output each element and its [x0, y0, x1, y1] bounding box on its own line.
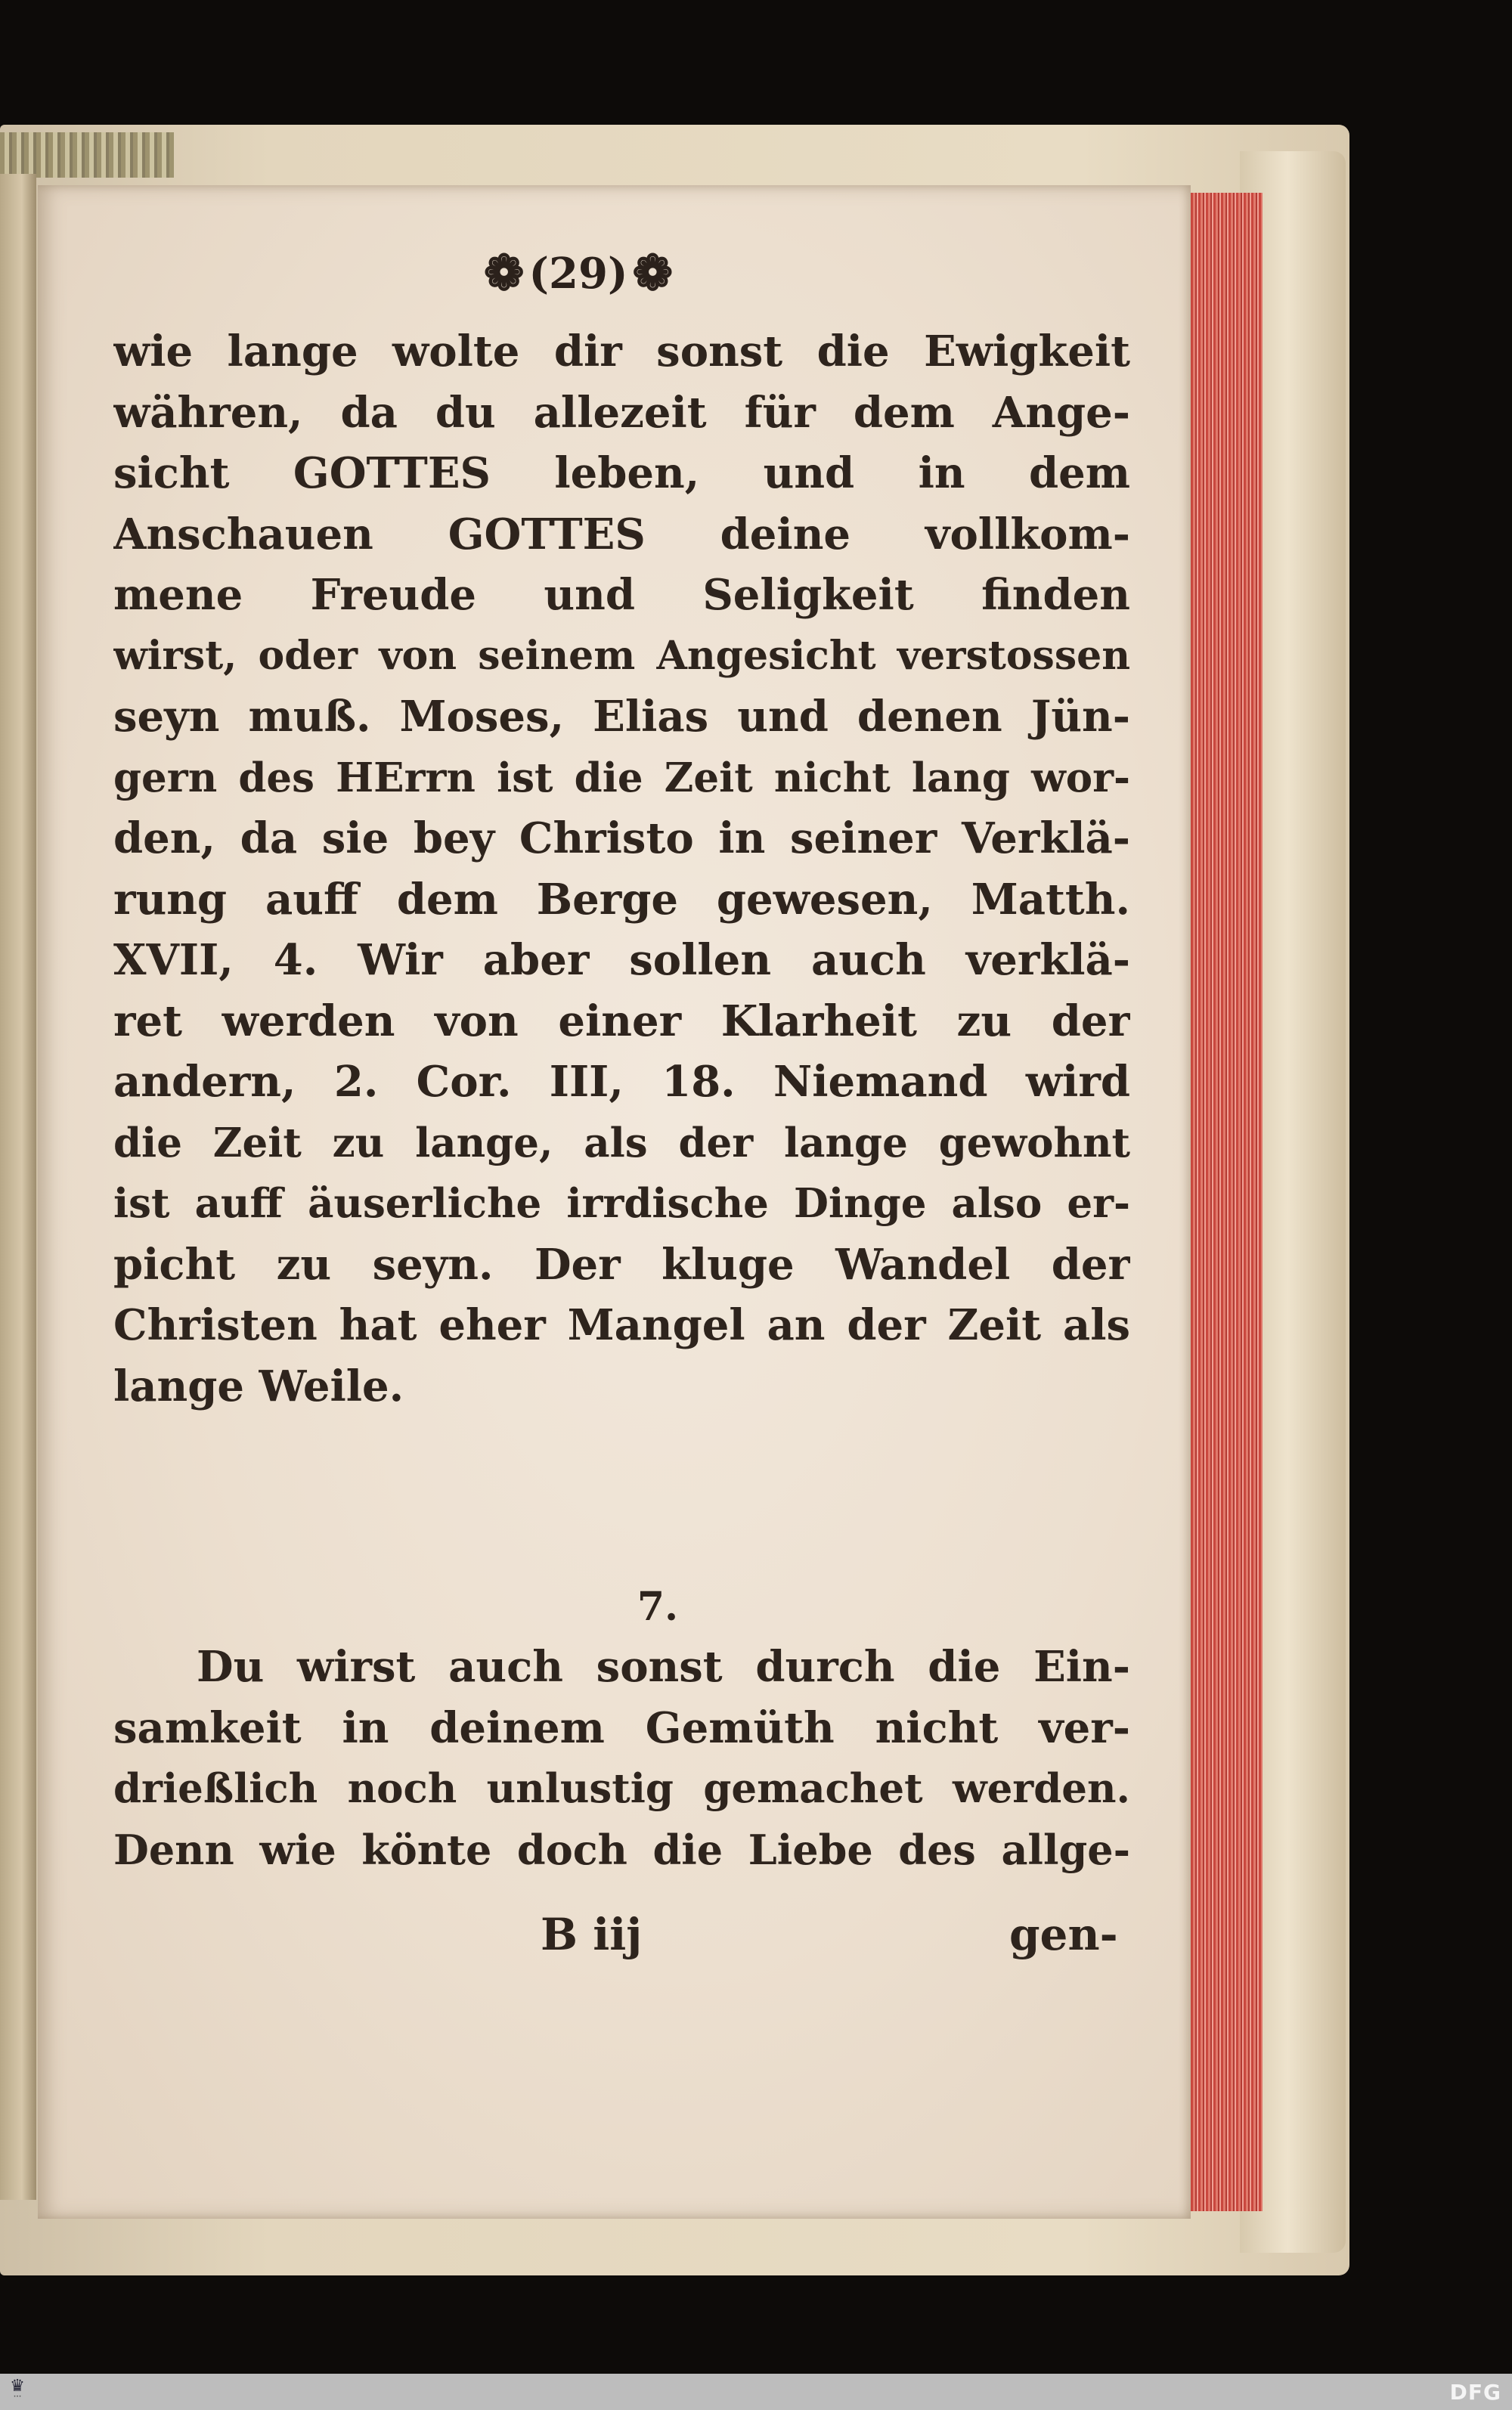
- catchword: gen-: [1009, 1909, 1118, 1960]
- page-number: (29): [528, 249, 628, 299]
- viewer-footer-bar: [0, 2374, 1512, 2410]
- text-line: lange Weile.: [113, 1361, 404, 1411]
- dfg-logo: DFG: [1449, 2380, 1501, 2405]
- text-line: rung auff dem Berge gewesen, Matth.: [113, 874, 1130, 925]
- text-line: samkeit in deinem Gemüth nicht ver-: [113, 1702, 1130, 1753]
- headband: [0, 132, 174, 178]
- text-line: währen, da du allezeit für dem Ange-: [113, 387, 1130, 438]
- library-crest-icon: ♛ •••: [10, 2377, 25, 2399]
- text-line: Denn wie könte doch die Liebe des allge-: [113, 1825, 1130, 1874]
- text-line: die Zeit zu lange, als der lange gewohnt: [113, 1119, 1130, 1166]
- text-line: sicht GOTTES leben, und in dem: [113, 448, 1130, 498]
- text-line: den, da sie bey Christo in seiner Verklä-: [113, 813, 1130, 863]
- text-line: Du wirst auch sonst durch die Ein-: [197, 1642, 1130, 1692]
- text-line: picht zu seyn. Der kluge Wandel der: [113, 1239, 1130, 1290]
- section-number: 7.: [637, 1584, 679, 1630]
- text-line: ist auff äuserliche irrdische Dinge also er-: [113, 1180, 1130, 1227]
- section-paragraph: [113, 1637, 1130, 1880]
- text-line: andern, 2. Cor. III, 18. Niemand wird: [113, 1057, 1130, 1107]
- text-line: ret werden von einer Klarheit zu der: [113, 996, 1130, 1046]
- red-page-edges: [1183, 193, 1263, 2211]
- text-line: Anschauen GOTTES deine vollkom-: [113, 509, 1130, 559]
- text-line: mene Freude und Seligkeit finden: [113, 570, 1130, 620]
- text-line: wirst, oder von seinem Angesicht verstossen: [113, 632, 1130, 679]
- page-header: [442, 243, 714, 304]
- text-line: drießlich noch unlustig gemachet werden.: [113, 1765, 1130, 1812]
- flower-ornament-icon: ❁: [632, 245, 674, 302]
- text-line: wie lange wolte dir sonst die Ewigkeit: [113, 327, 1130, 376]
- main-paragraph: [113, 321, 1130, 1417]
- flower-ornament-icon: ❁: [483, 245, 525, 302]
- signature-mark: B iij: [541, 1909, 643, 1960]
- text-line: XVII, 4. Wir aber sollen auch verklä-: [113, 935, 1130, 985]
- text-line: Christen hat eher Mangel an der Zeit als: [113, 1300, 1130, 1350]
- book-spine: [0, 174, 36, 2200]
- text-line: seyn muß. Moses, Elias und denen Jün-: [113, 692, 1130, 742]
- text-line: gern des HErrn ist die Zeit nicht lang wor-: [113, 754, 1130, 801]
